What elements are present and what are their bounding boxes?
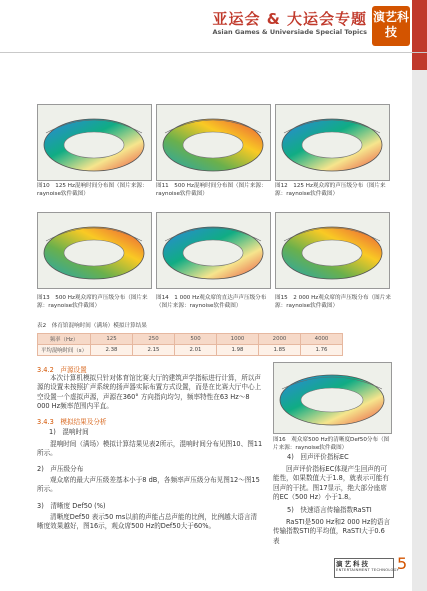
figure-14-image (156, 212, 271, 289)
page-number: 5 (397, 554, 408, 573)
paragraph-clarity: 清晰度Def50 表示50 ms以前的声能占总声能的比例，比例越大语言清晰度效果越好，图16示，观众席500 Hz的Def50大于60%。 (37, 513, 258, 531)
section-3-4-2-heading: 3.4.2 声源设置 (37, 366, 87, 374)
header-divider (0, 52, 427, 53)
item-clarity: 3) 清晰度 Def50 (%) (37, 502, 106, 510)
table-header-cell: 2000 (259, 334, 301, 345)
table-cell: 2.01 (175, 345, 217, 356)
item-echo-criterion: 4) 回声评价指标EC (287, 453, 349, 461)
figure-11-caption: 图11 500 Hz混响时间分布图（图片来源：raynoise软件截图） (156, 183, 267, 197)
page-sidebar (412, 0, 427, 591)
paragraph-sound-source: 本次计算机模拟只针对体育馆比赛大厅的建筑声学指标进行计算，所以声源的设置未按照扩声系统的扬声器实际布置方式设置，而是在比赛大厅中心上空设置一个虚拟声源，声源在360° 方向指向均匀，频率特性在63 Hz～8 000 Hz频率范围内平直。 (37, 374, 262, 411)
table-cell: 1.85 (259, 345, 301, 356)
table-header-cell: 250 (133, 334, 175, 345)
table-row (38, 345, 343, 356)
figure-10-image (37, 104, 152, 181)
figure-15-caption: 图15 2 000 Hz观众席的声压级分布（图片来源：raynoise软件截图） (275, 295, 391, 309)
paragraph-echo: 回声评价指标EC体现产生回声的可能性，如果数值大于1.8，就表示可能有回声的干扰。图17显示，绝大部分座席的EC（500 Hz）小于1.8。 (273, 465, 389, 502)
reverb-table (37, 333, 343, 356)
magazine-logo (372, 6, 410, 46)
figure-16-caption: 图16 观众席500 Hz的清晰度Def50分布（图片来源：raynoise软件截图） (273, 437, 390, 451)
item-reverb-time: 1) 混响时间 (49, 428, 89, 436)
sidebar-accent (412, 0, 427, 70)
item-rasti: 5) 快速语言传输指数RaSTI (287, 506, 372, 514)
logo-text: 演艺科技 (372, 10, 409, 39)
table-cell: 2.38 (91, 345, 133, 356)
table-cell: 2.15 (133, 345, 175, 356)
figure-10-caption: 图10 125 Hz混响时间分布图（图片来源：raynoise软件截图） (37, 183, 148, 197)
paragraph-reverb: 混响时间（满场）模拟计算结果见表2所示，混响时间分布见图10、图11所示。 (37, 440, 263, 458)
header-title: 亚运会 & 大运会专题 (212, 10, 367, 28)
figure-16-image (273, 362, 392, 434)
figure-14-caption: 图14 1 000 Hz观众席的直达声声压级分布（图片来源：raynoise软件截图） (156, 295, 267, 309)
figure-13-caption: 图13 500 Hz观众席的声压级分布（图片来源：raynoise软件截图） (37, 295, 148, 309)
table-header-cell: 500 (175, 334, 217, 345)
table-header-cell: 4000 (301, 334, 343, 345)
table-cell: 1.76 (301, 345, 343, 356)
table-caption: 表2 体育馆混响时间（满场）模拟计算结果 (37, 323, 147, 329)
table-header-cell: 1000 (217, 334, 259, 345)
figure-12-caption: 图12 125 Hz观众席的声压级分布（图片来源：raynoise软件截图） (275, 183, 386, 197)
paragraph-spl: 观众席的最大声压级差基本小于8 dB，各频率声压级分布见图12～图15所示。 (37, 476, 260, 494)
table-cell: 平均混响时间（s） (38, 345, 91, 356)
figure-15-image (275, 212, 390, 289)
figure-12-image (275, 104, 390, 181)
item-spl: 2) 声压级分布 (37, 465, 84, 473)
table-header-cell: 125 (91, 334, 133, 345)
table-header-row (38, 334, 343, 345)
table-header-cell: 频率（Hz） (38, 334, 91, 345)
paragraph-rasti: RaSTI是500 Hz和2 000 Hz的语言传输指数STI的平均值，RaSTI大于0.6表 (273, 518, 391, 545)
table-cell: 1.98 (217, 345, 259, 356)
section-3-4-3-heading: 3.4.3 模拟结果及分析 (37, 418, 107, 426)
footer-brand-cn: 演艺科技 (336, 560, 370, 568)
figure-11-image (156, 104, 271, 181)
header-subtitle: Asian Games & Universiade Special Topics (212, 28, 367, 36)
figure-13-image (37, 212, 152, 289)
footer-brand-en: ENTERTAINMENT TECHNOLOGY (336, 568, 400, 572)
